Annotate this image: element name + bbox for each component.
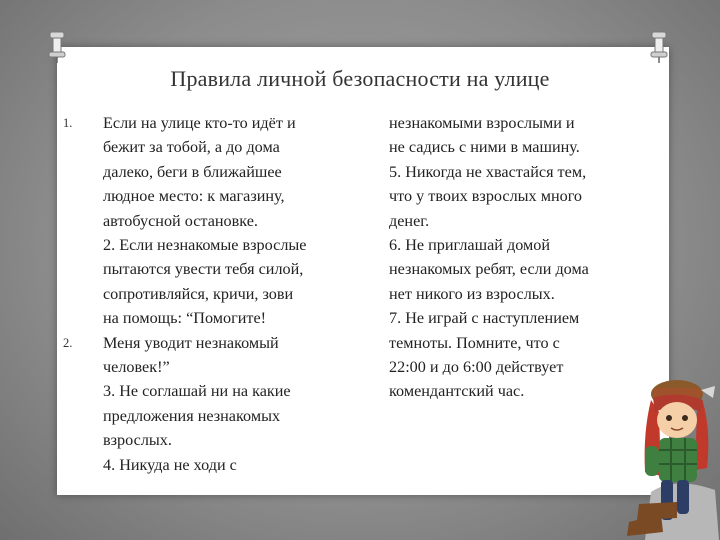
list-marker-2: 2. — [63, 336, 73, 350]
text-line: предложения незнакомых — [103, 406, 281, 425]
list-marker-1: 1. — [63, 116, 73, 130]
text-line: 2. Если незнакомые взрослые — [103, 236, 307, 255]
text-line: 3. Не соглашай ни на какие — [103, 382, 291, 401]
text-line: пытаются увести тебя силой, — [103, 260, 304, 279]
text-line: темноты. Помните, что с — [389, 333, 560, 352]
text-line: комендантский час. — [389, 382, 525, 401]
slide-title: Правила личной безопасности на улице — [170, 66, 550, 91]
text-line: на помощь: “Помогите! — [103, 309, 267, 328]
left-text-column — [103, 111, 363, 477]
text-line: нет никого из взрослых. — [389, 284, 555, 303]
text-line: незнакомых ребят, если дома — [389, 260, 589, 279]
pushpin-icon — [648, 30, 670, 64]
text-line: далеко, беги в ближайшее — [103, 162, 282, 181]
text-line: 4. Никуда не ходи с — [103, 455, 237, 474]
text-line: человек!” — [103, 358, 170, 377]
right-text-column — [389, 111, 659, 404]
text-line: 5. Никогда не хвастайся тем, — [389, 162, 587, 181]
text-line: не садись с ними в машину. — [389, 138, 580, 157]
text-line: 7. Не играй с наступлением — [389, 309, 580, 328]
text-line: взрослых. — [103, 431, 172, 450]
text-line: что у твоих взрослых много — [389, 187, 583, 206]
text-line: 6. Не приглашай домой — [389, 236, 550, 255]
cartoon-girl-illustration — [615, 372, 720, 540]
text-line: бежит за тобой, а до дома — [103, 138, 280, 157]
text-line: Меня уводит незнакомый — [103, 333, 279, 352]
text-line: Если на улице кто-то идёт и — [103, 114, 296, 132]
pushpin-icon — [46, 30, 68, 64]
text-line: денег. — [389, 211, 430, 230]
text-line: 22:00 и до 6:00 действует — [389, 358, 564, 377]
text-line: сопротивляйся, кричи, зови — [103, 284, 294, 303]
text-line: людное место: к магазину, — [103, 187, 285, 206]
text-line: незнакомыми взрослыми и — [389, 114, 575, 132]
text-line: автобусной остановке. — [103, 211, 258, 230]
